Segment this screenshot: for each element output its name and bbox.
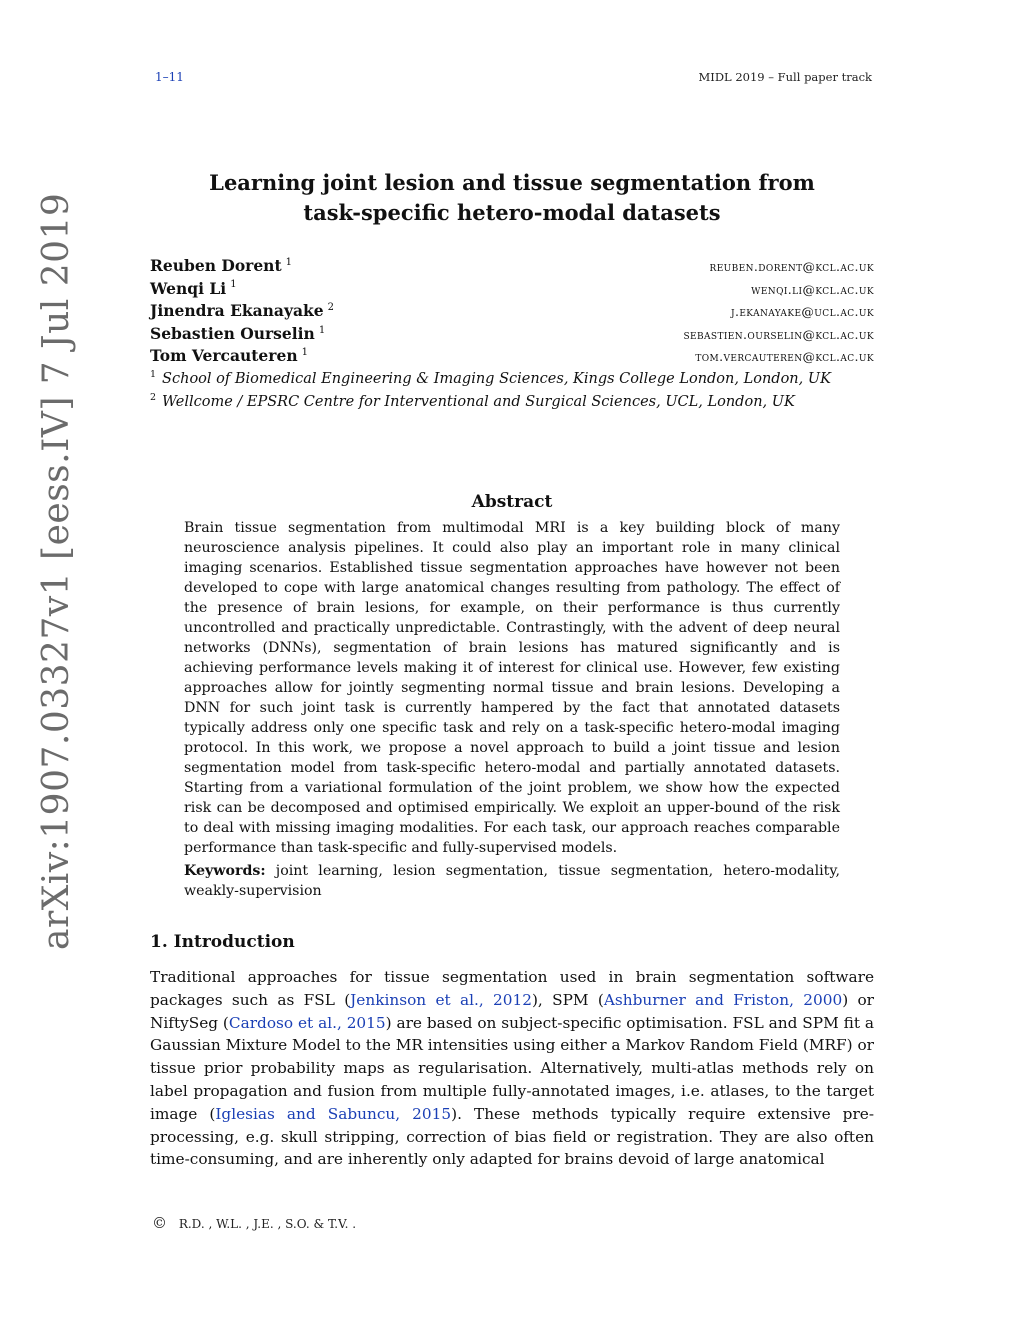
- abstract-text: Brain tissue segmentation from multimodal MRI is a key building block of many neuroscience analysis pipelines. It could also play an important role in many clinical imaging scenarios. Established tissue segmentation approaches have however not been developed to cope with large anatomical changes resulting from pathology. The effect of the presence of brain lesions, for example, on their performance is thus currently uncontrolled and practically unpredictable. Contrastingly, with the advent of deep neural networks (DNNs), segmentation of brain lesions has matured significantly and is achieving performance levels making it of interest for clinical use. However, few existing approaches allow for jointly segmenting normal tissue and brain lesions. Developing a DNN for such joint task is currently hampered by the fact that annotated datasets typically address only one specific task and rely on a task-specific hetero-modal imaging protocol. In this work, we propose a novel approach to build a joint tissue and lesion segmentation model from task-specific hetero-modal and partially annotated datasets. Starting from a variational formulation of the joint problem, we show how the expected risk can be decomposed and optimised empirically. We exploit an upper-bound of the risk to deal with missing imaging modalities. For each task, our approach reaches comparable performance than task-specific and fully-supervised models.: [184, 520, 840, 856]
- arxiv-stamp: arXiv:1907.03327v1 [eess.IV] 7 Jul 2019: [36, 192, 77, 950]
- venue-label: MIDL 2019 – Full paper track: [698, 70, 872, 84]
- author-row: [150, 346, 874, 369]
- copyright-icon: ©: [152, 1214, 167, 1232]
- author-block: [150, 256, 874, 415]
- copyright-footer: [152, 1214, 356, 1232]
- author-name: Tom Vercauteren $^1$: [150, 346, 308, 366]
- page-range[interactable]: 1–11: [155, 70, 184, 84]
- keywords: [184, 861, 840, 901]
- author-row: [150, 324, 874, 347]
- citation-link[interactable]: Cardoso et al., 2015: [228, 1013, 386, 1032]
- abstract-heading: Abstract: [471, 492, 553, 512]
- introduction-paragraph: Traditional approaches for tissue segmentation used in brain segmentation software packages such as FSL (Jenkinson et al., 2012), SPM (Ashburner and Friston, 2000) or NiftySeg (Cardoso et al., 2015) are based on subject-specific optimisation. FSL and SPM fit a Gaussian Mixture Model to the MR intensities using either a Markov Random Field (MRF) or tissue prior probability maps as regularisation. Alternatively, multi-atlas methods rely on label propagation and fusion from multiple fully-annotated images, i.e. atlases, to the target image (Iglesias and Sabuncu, 2015). These methods typically require extensive pre-processing, e.g. skull stripping, correction of bias field or registration. They are also often time-consuming, and are inherently only adapted for brains devoid of large anatomical: [150, 968, 874, 1169]
- section-heading-introduction: 1. Introduction: [150, 932, 295, 952]
- citation-link[interactable]: Ashburner and Friston, 2000: [603, 990, 843, 1009]
- author-email[interactable]: sebastien.ourselin@kcl.ac.uk: [683, 326, 874, 342]
- author-row: [150, 279, 874, 302]
- citation-link[interactable]: Iglesias and Sabuncu, 2015: [215, 1104, 452, 1123]
- author-email[interactable]: tom.vercauteren@kcl.ac.uk: [695, 349, 874, 365]
- author-email[interactable]: reuben.dorent@kcl.ac.uk: [709, 259, 874, 274]
- author-email[interactable]: wenqi.li@kcl.ac.uk: [751, 281, 874, 297]
- footer-authors: R.D. , W.L. , J.E. , S.O. & T.V. .: [178, 1217, 357, 1231]
- citation-link[interactable]: Jenkinson et al., 2012: [350, 990, 532, 1009]
- affiliation-2: $^2$ Wellcome / EPSRC Centre for Interventional and Surgical Sciences, UCL, London, UK: [150, 391, 795, 410]
- author-name: Jinendra Ekanayake $^2$: [150, 301, 335, 321]
- author-name: Reuben Dorent $^1$: [150, 256, 292, 275]
- paper-title: [150, 168, 874, 228]
- affiliation-1: $^1$ School of Biomedical Engineering & Imaging Sciences, Kings College London, London, UK: [150, 368, 831, 387]
- author-name: Wenqi Li $^1$: [150, 278, 237, 298]
- author-name: Sebastien Ourselin $^1$: [150, 323, 326, 343]
- title-line-1: Learning joint lesion and tissue segmentation from: [209, 170, 815, 195]
- author-row: [150, 301, 874, 324]
- author-row: [150, 256, 874, 279]
- author-email[interactable]: j.ekanayake@ucl.ac.uk: [730, 304, 874, 320]
- title-line-2: task-specific hetero-modal datasets: [303, 200, 721, 225]
- keywords-label: Keywords:: [184, 863, 266, 879]
- keywords-list: joint learning, lesion segmentation, tissue segmentation, hetero-modality, weakly-supervision: [184, 863, 840, 899]
